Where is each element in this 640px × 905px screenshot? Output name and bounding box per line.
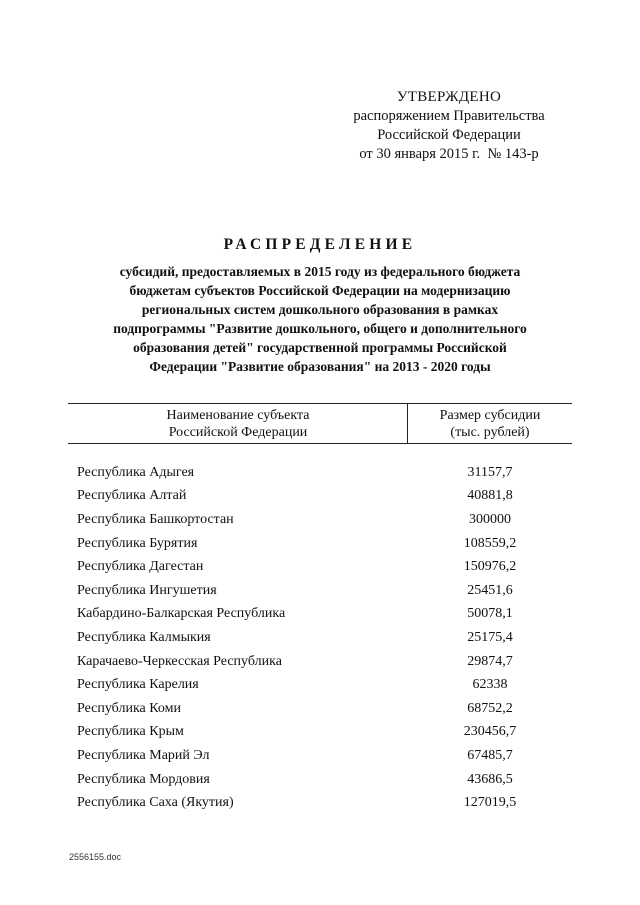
subsidy-table (68, 403, 572, 815)
table-body (68, 461, 572, 815)
table-row (68, 579, 572, 603)
approval-line-2: Российской Федерации (377, 127, 521, 143)
table-row (68, 461, 572, 485)
table-row (68, 532, 572, 556)
subtitle-line: Федерации "Развитие образования" на 2013 - 2020 годы (149, 359, 491, 374)
table-row (68, 697, 572, 721)
subsidy-value-cell: 300000 (469, 511, 511, 527)
subject-name-cell: Республика Алтай (77, 488, 187, 504)
header-subject-line: Наименование субъекта (166, 408, 310, 423)
table-row (68, 626, 572, 650)
subject-name-cell: Республика Карелия (77, 677, 199, 693)
subject-name-cell: Кабардино-Балкарская Республика (77, 606, 286, 622)
document-title: РАСПРЕДЕЛЕНИЕ (223, 236, 417, 253)
table-header (68, 403, 572, 444)
table-row (68, 791, 572, 815)
subject-name-cell: Карачаево-Черкесская Республика (77, 653, 282, 669)
subtitle-line: подпрограммы "Развитие дошкольного, общего и дополнительного (113, 321, 527, 336)
table-row (68, 485, 572, 509)
subject-name-cell: Республика Башкортостан (77, 511, 234, 527)
header-subject-line: Российской Федерации (168, 425, 308, 440)
table-row (68, 508, 572, 532)
table-row (68, 555, 572, 579)
table-row (68, 650, 572, 674)
table-row (68, 768, 572, 792)
file-name-footer: 2556155.doc (69, 852, 122, 862)
subsidy-value-cell: 25175,4 (467, 629, 513, 645)
subsidy-value-cell: 50078,1 (467, 606, 513, 622)
subsidy-value-cell: 68752,2 (467, 700, 513, 716)
subtitle-line: региональных систем дошкольного образования в рамках (141, 302, 499, 317)
header-size-line: (тыс. рублей) (450, 425, 530, 440)
subject-name-cell: Республика Бурятия (77, 535, 198, 551)
subject-name-cell: Республика Коми (77, 700, 181, 716)
subtitle-line: субсидий, предоставляемых в 2015 году из федерального бюджета (119, 264, 521, 279)
subsidy-value-cell: 67485,7 (467, 747, 513, 763)
subject-name-cell: Республика Адыгея (77, 464, 195, 480)
subject-name-cell: Республика Ингушетия (77, 582, 217, 598)
subsidy-value-cell: 150976,2 (463, 559, 517, 575)
header-divider (407, 404, 408, 443)
subject-name-cell: Республика Дагестан (77, 559, 204, 575)
subsidy-value-cell: 25451,6 (467, 582, 513, 598)
subject-name-cell: Республика Калмыкия (77, 629, 211, 645)
subject-name-cell: Республика Саха (Якутия) (77, 795, 234, 811)
subject-name-cell: Республика Мордовия (77, 771, 210, 787)
subject-name-cell: Республика Марий Эл (77, 747, 210, 763)
approval-line-3: от 30 января 2015 г. № 143-р (359, 146, 539, 162)
header-subject-name (68, 404, 408, 443)
subsidy-value-cell: 62338 (472, 677, 508, 693)
subsidy-value-cell: 127019,5 (463, 795, 517, 811)
approval-block (340, 88, 558, 164)
subsidy-value-cell: 43686,5 (467, 771, 513, 787)
approval-line-1: распоряжением Правительства (353, 108, 545, 124)
table-row (68, 603, 572, 627)
table-row (68, 721, 572, 745)
subtitle-line: бюджетам субъектов Российской Федерации на модернизацию (129, 283, 511, 298)
subtitle-line: образования детей" государственной программы Российской (133, 340, 507, 355)
header-size-line: Размер субсидии (439, 408, 541, 423)
subject-name-cell: Республика Крым (77, 724, 184, 740)
approval-stamp: УТВЕРЖДЕНО (396, 89, 502, 105)
subsidy-value-cell: 108559,2 (463, 535, 517, 551)
subsidy-value-cell: 29874,7 (467, 653, 513, 669)
table-row (68, 744, 572, 768)
subsidy-value-cell: 31157,7 (467, 464, 513, 480)
subsidy-value-cell: 40881,8 (467, 488, 513, 504)
subsidy-value-cell: 230456,7 (463, 724, 517, 740)
document-subtitle (70, 262, 570, 376)
table-row (68, 673, 572, 697)
header-subsidy-size (408, 404, 572, 443)
